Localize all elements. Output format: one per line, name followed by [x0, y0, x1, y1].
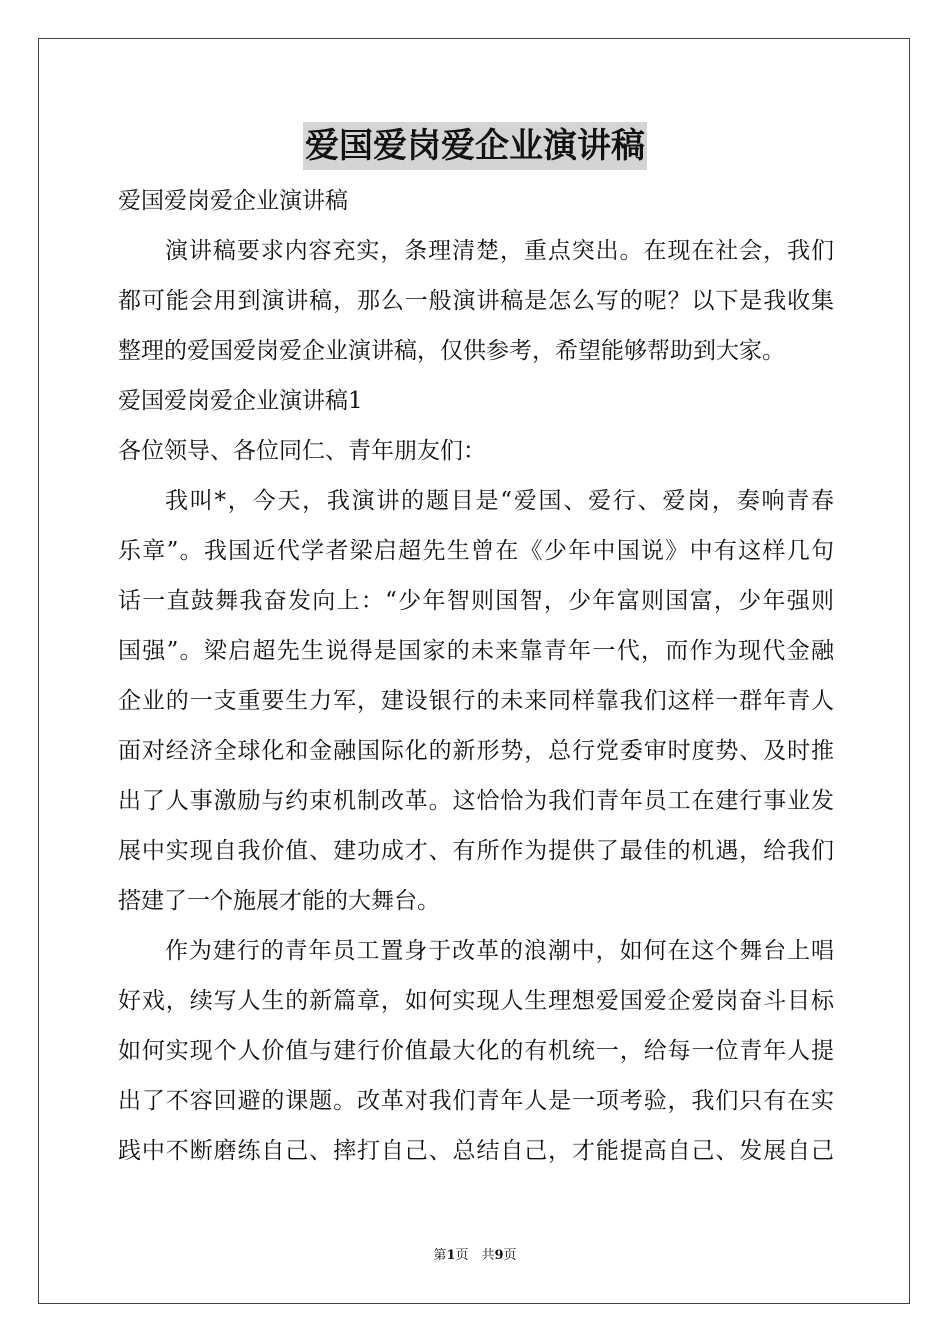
text-line: 我叫*，今天，我演讲的题目是“爱国、爱行、爱岗，奏响青春	[165, 488, 834, 514]
text-line: 都可能会用到演讲稿，那么一般演讲稿是怎么写的呢？以下是我收集	[118, 288, 834, 314]
text-line: 作为建行的青年员工置身于改革的浪潮中，如何在这个舞台上唱	[165, 938, 834, 964]
text-line: 国强”。梁启超先生说得是国家的未来靠青年一代，而作为现代金融	[118, 638, 834, 664]
text-line: 话一直鼓舞我奋发向上：“少年智则国智，少年富则国富，少年强则	[118, 588, 834, 614]
footer-suffix: 页	[503, 1248, 517, 1263]
text-line: 如何实现个人价值与建行价值最大化的有机统一，给每一位青年人提	[118, 1038, 834, 1064]
text-line: 出了不容回避的课题。改革对我们青年人是一项考验，我们只有在实	[118, 1088, 834, 1114]
text-line: 企业的一支重要生力军，建设银行的未来同样靠我们这样一群年青人	[118, 688, 834, 714]
footer-page-number: 1	[446, 1248, 456, 1263]
document-body	[118, 176, 834, 1176]
text-line: 好戏，续写人生的新篇章，如何实现人生理想爱国爱企爱岗奋斗目标	[118, 988, 834, 1014]
text-line: 爱国爱岗爱企业演讲稿1	[118, 388, 363, 414]
text-line: 爱国爱岗爱企业演讲稿	[118, 188, 348, 214]
text-line: 各位领导、各位同仁、青年朋友们：	[118, 438, 486, 464]
text-line: 乐章”。我国近代学者梁启超先生曾在《少年中国说》中有这样几句	[118, 538, 834, 564]
footer-prefix: 第	[433, 1248, 447, 1263]
text-line: 践中不断磨练自己、摔打自己、总结自己，才能提高自己、发展自己	[118, 1138, 834, 1164]
text-line: 面对经济全球化和金融国际化的新形势，总行党委审时度势、及时推	[118, 738, 834, 764]
text-line: 出了人事激励与约束机制改革。这恰恰为我们青年员工在建行事业发	[118, 788, 834, 814]
text-line: 演讲稿要求内容充实，条理清楚，重点突出。在现在社会，我们	[165, 238, 834, 264]
text-line: 展中实现自我价值、建功成才、有所作为提供了最佳的机遇，给我们	[118, 838, 834, 864]
title-container	[0, 122, 950, 170]
text-line: 搭建了一个施展才能的大舞台。	[118, 888, 440, 914]
text-line: 整理的爱国爱岗爱企业演讲稿，仅供参考，希望能够帮助到大家。	[118, 338, 785, 364]
document-title: 爱国爱岗爱企业演讲稿	[303, 122, 647, 170]
page-footer	[0, 1246, 950, 1266]
footer-mid: 页 共	[455, 1248, 495, 1263]
footer-total-pages: 9	[494, 1248, 504, 1263]
